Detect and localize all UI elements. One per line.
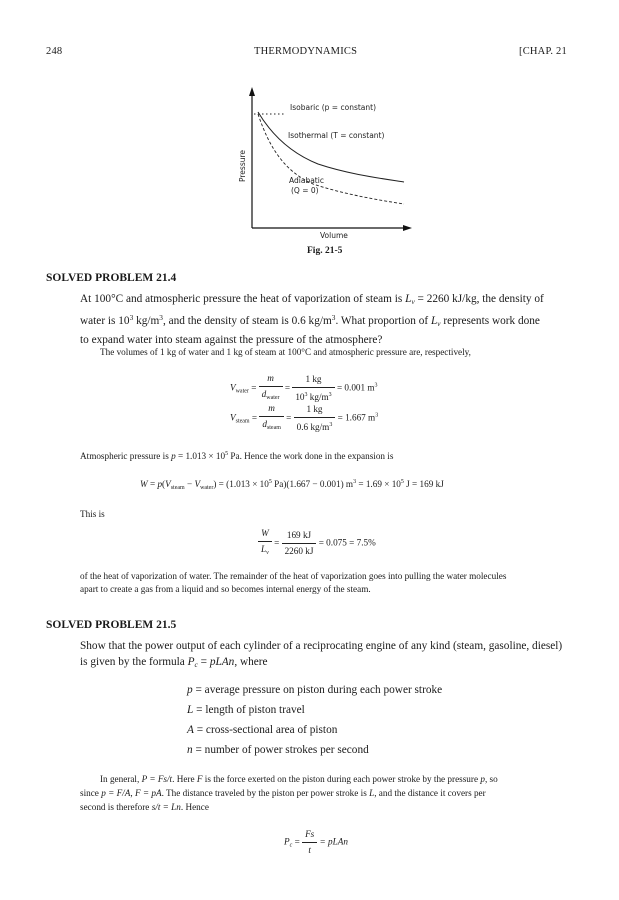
sup: 5 xyxy=(268,479,272,485)
sup: 5 xyxy=(225,451,229,457)
page-number: 248 xyxy=(46,46,63,57)
math: L xyxy=(369,788,375,798)
math: P = Fs/t xyxy=(141,774,173,784)
text: , and the distance it covers per xyxy=(374,788,486,798)
def-text: = length of piston travel xyxy=(196,704,305,716)
l-sub: v xyxy=(266,550,269,556)
num: Fs xyxy=(305,829,315,839)
figure-caption: Fig. 21-5 xyxy=(307,246,343,256)
w-symbol: W xyxy=(261,528,269,538)
pc-symbol: P xyxy=(187,656,195,668)
sup: 3 xyxy=(353,479,357,485)
isothermal-curve xyxy=(258,112,404,182)
den: 2260 kJ xyxy=(284,546,314,556)
final-rhs: = pLAn xyxy=(319,836,348,847)
text: = 1.69 × 10 xyxy=(356,479,401,489)
p-symbol: p xyxy=(157,479,163,489)
sup: 3 xyxy=(159,313,163,322)
text: J = 169 kJ xyxy=(403,479,444,489)
definition-item xyxy=(187,704,442,724)
solution-21-4-line-1: The volumes of 1 kg of water and 1 kg of steam at 100°C and atmospheric pressure are, respectively, xyxy=(100,347,471,357)
sup: 5 xyxy=(400,479,404,485)
pc-sub: c xyxy=(289,842,293,849)
num: 169 kJ xyxy=(282,529,317,544)
pc-sub: c xyxy=(194,660,198,669)
lv-sub: v xyxy=(411,297,415,306)
math: F xyxy=(196,774,203,784)
this-is-label: This is xyxy=(80,509,105,519)
x-axis-label: Volume xyxy=(320,231,348,240)
v-sub: water xyxy=(235,388,249,395)
m-symbol: m xyxy=(267,373,274,383)
solution-21-4-line-3: of the heat of vaporization of water. The remainder of the heat of vaporization goes into pulling the water molecules xyxy=(80,571,507,581)
text: . Here xyxy=(172,774,197,784)
math: s/t = Ln xyxy=(151,802,181,812)
statement-text: Show that the power output of each cylinder of a reciprocating engine of any kind (steam, gasoline, diesel) xyxy=(80,640,563,652)
l-symbol: L xyxy=(261,544,267,554)
lv-symbol: L xyxy=(405,293,412,305)
text: ( xyxy=(162,479,166,489)
math: p xyxy=(480,774,485,784)
text: second is therefore xyxy=(80,802,152,812)
d-sub: steam xyxy=(266,425,281,431)
den-text: 10 xyxy=(295,392,305,402)
text: . Hence xyxy=(180,802,209,812)
ratio-equation: $\frac{W}{L_v}$ = $\frac{169 kJ}{2260 kJ}$ = 0.075 = 7.5% xyxy=(258,527,376,560)
statement-text: is given by the formula xyxy=(80,656,188,668)
text: , so xyxy=(484,774,498,784)
problem-21-5-title: SOLVED PROBLEM 21.5 xyxy=(46,619,177,631)
def-text: = average pressure on piston during each power stroke xyxy=(195,684,443,696)
adiabatic-label: Adiabatic xyxy=(289,176,324,185)
text: since xyxy=(80,788,102,798)
statement-text: represents work done xyxy=(440,315,540,327)
text: ) = (1.013 × 10 xyxy=(213,479,269,489)
adiabatic-curve xyxy=(258,114,404,204)
statement-text: , and the density of steam is 0.6 kg/m xyxy=(162,315,332,327)
equation-v-water: $V_{water}$ = $\frac{m}{d_{water}}$ = $\frac{1 kg}{10^3 kg/m^3}$ = 0.001 $m^3$ xyxy=(230,373,378,402)
ratio-result: = 0.075 = 7.5% xyxy=(318,537,376,548)
lv-sub: v xyxy=(437,319,441,328)
text: is the force exerted on the piston during each power stroke by the pressure xyxy=(202,774,481,784)
statement-text: . What proportion of xyxy=(335,315,431,327)
chapter-label: [CHAP. 21 xyxy=(519,46,567,57)
running-title: THERMODYNAMICS xyxy=(254,46,358,57)
y-axis-label: Pressure xyxy=(238,149,247,182)
adiabatic-label-q: (Q = 0) xyxy=(291,186,319,195)
statement-text: At 100°C and atmospheric pressure the heat of vaporization of steam is xyxy=(80,293,406,305)
final-power-equation: $P_c$ = $\frac{Fs}{t}$ = pLAn xyxy=(284,829,348,855)
sup: 3 xyxy=(329,422,333,428)
sup: 3 xyxy=(328,392,332,398)
text: = 1.013 × 10 xyxy=(175,451,226,461)
definition-item xyxy=(187,724,442,744)
den-text: 0.6 kg/m xyxy=(296,422,330,432)
v-sub: steam xyxy=(235,418,250,425)
statement-text: kg/m xyxy=(133,315,160,327)
formula: pLAn xyxy=(209,656,235,668)
statement-text: = 2260 kJ/kg, the density of xyxy=(414,293,544,305)
statement-text: , where xyxy=(234,656,268,668)
problem-21-5-statement xyxy=(80,638,576,673)
def-symbol: L xyxy=(187,704,194,716)
def-symbol: p xyxy=(187,684,193,696)
solution-21-4-line-4: apart to create a gas from a liquid and so becomes internal energy of the steam. xyxy=(80,584,371,594)
m-symbol: m xyxy=(268,403,275,413)
solution-21-5-line-3 xyxy=(80,801,209,814)
def-text: = number of power strokes per second xyxy=(195,744,369,756)
one-kg: 1 kg xyxy=(294,403,336,418)
text: In general, xyxy=(100,774,142,784)
work-equation: $W = p(V_{steam} - V_{water}) = (1.013 \times 10^5$ Pa)(1.667 − 0.001) $m^3 = 1.69 \times 10^5$ J = 169 kJ xyxy=(140,479,444,491)
solution-21-4-line-2 xyxy=(80,448,393,463)
sup: 3 xyxy=(331,313,336,322)
solution-21-5-line-2 xyxy=(80,787,486,800)
sup: 3 xyxy=(129,313,134,322)
solution-21-5-line-1 xyxy=(100,773,498,786)
definition-list xyxy=(187,684,442,764)
den-unit: kg/m xyxy=(307,392,329,402)
den: t xyxy=(308,845,311,855)
p-symbol: p xyxy=(171,451,176,461)
v-symbol: V xyxy=(165,479,171,489)
isobaric-label: Isobaric (p = constant) xyxy=(290,103,377,112)
text: Atmospheric pressure is xyxy=(80,451,172,461)
definition-item xyxy=(187,744,442,764)
pc-symbol: P xyxy=(284,836,290,847)
v-sub: water xyxy=(200,485,214,491)
problem-21-4-title: SOLVED PROBLEM 21.4 xyxy=(46,272,177,284)
d-sub: water xyxy=(266,395,280,401)
def-text: = cross-sectional area of piston xyxy=(196,724,338,736)
sup: 3 xyxy=(375,412,379,419)
text: Pa. Hence the work done in the expansion is xyxy=(228,451,394,461)
text: = xyxy=(147,479,158,489)
statement-text: = xyxy=(197,656,210,668)
w-symbol: W xyxy=(140,479,148,489)
x-axis-arrow-icon xyxy=(403,225,412,231)
statement-text: water is 10 xyxy=(80,315,130,327)
math: p = F/A, F = pA xyxy=(101,788,162,798)
lv-symbol: L xyxy=(430,315,438,327)
equation-v-steam: $V_{steam}$ = $\frac{m}{d_{steam}}$ = $\frac{1 kg}{0.6 kg/m^3}$ = 1.667 $m^3$ xyxy=(230,403,379,432)
definition-item xyxy=(187,684,442,704)
def-symbol: n xyxy=(187,744,193,756)
text: . The distance traveled by the piston per power stroke is xyxy=(161,788,370,798)
statement-text: to expand water into steam against the pressure of the atmosphere? xyxy=(80,334,383,346)
y-axis-arrow-icon xyxy=(249,87,255,96)
sup: 3 xyxy=(374,382,378,389)
result: = 1.667 m xyxy=(337,412,376,423)
v-sub: steam xyxy=(170,485,185,491)
figure-21-5 xyxy=(228,82,428,242)
sup: 3 xyxy=(304,392,308,398)
one-kg: 1 kg xyxy=(292,373,334,388)
d-symbol: d xyxy=(261,389,267,399)
def-symbol: A xyxy=(187,724,194,736)
v-symbol: V xyxy=(230,412,236,423)
d-symbol: d xyxy=(262,419,267,429)
isothermal-label: Isothermal (T = constant) xyxy=(288,131,385,140)
v-symbol: V xyxy=(194,479,201,489)
problem-21-4-statement xyxy=(80,291,576,348)
v-symbol: V xyxy=(230,382,236,393)
result: = 0.001 m xyxy=(336,382,375,393)
text: Pa)(1.667 − 0.001) m xyxy=(271,479,354,489)
